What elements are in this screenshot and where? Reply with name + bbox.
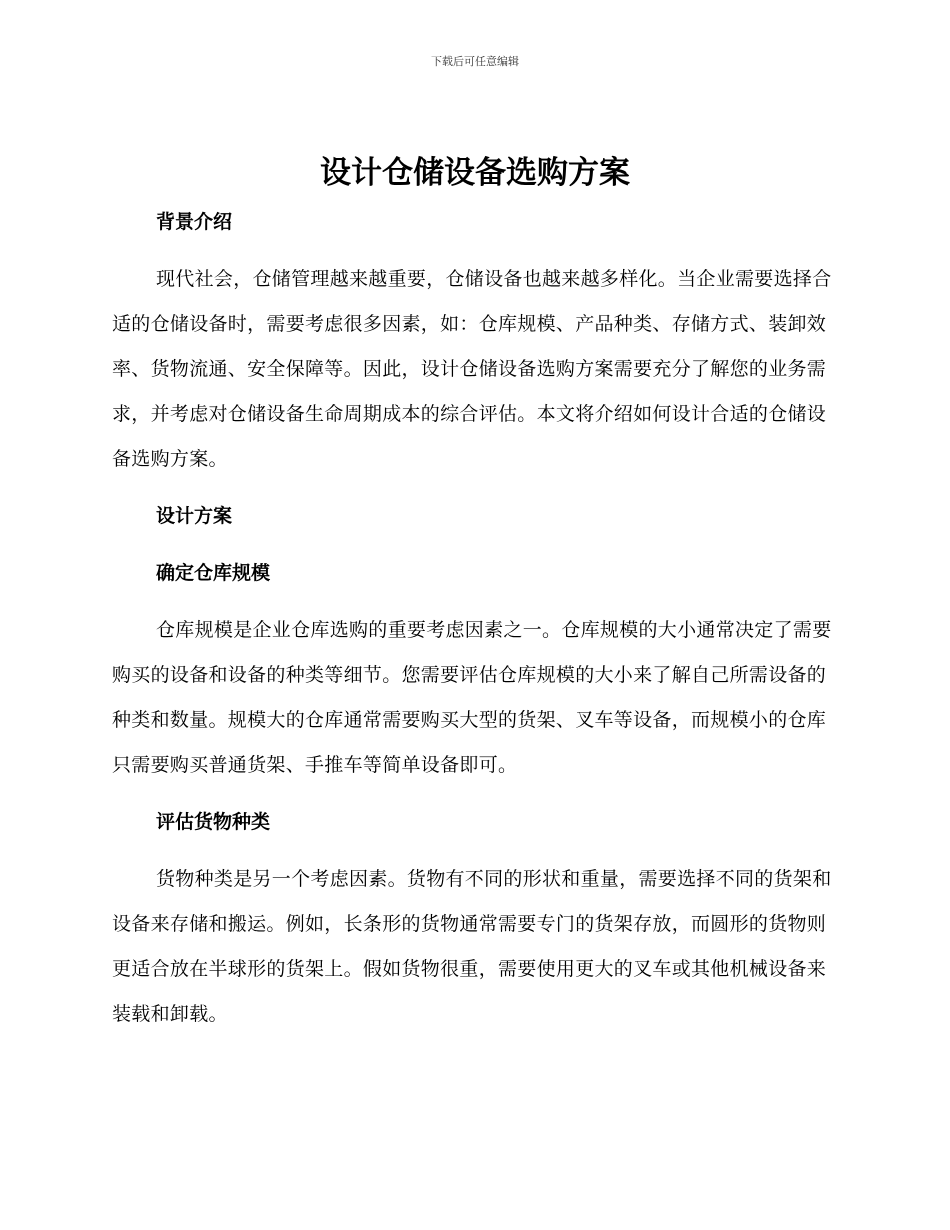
section-paragraph-goods-types: 货物种类是另一个考虑因素。货物有不同的形状和重量，需要选择不同的货架和设备来存储和搬运。例如，长条形的货物通常需要专门的货架存放，而圆形的货物则更适合放在半球形的货架上。假如货物很重，需要使用更大的叉车或其他机械设备来装载和卸载。 — [112, 868, 832, 1025]
section-heading-goods-types: 评估货物种类 — [156, 811, 271, 833]
section-paragraph-background: 现代社会，仓储管理越来越重要，仓储设备也越来越多样化。当企业需要选择合适的仓储设备时，需要考虑很多因素，如：仓库规模、产品种类、存储方式、装卸效率、货物流通、安全保障等。因此，设计仓储设备选购方案需要充分了解您的业务需求，并考虑对仓储设备生命周期成本的综合评估。本文将介绍如何设计合适的仓储设备选购方案。 — [112, 268, 832, 470]
section-heading-warehouse-scale: 确定仓库规模 — [156, 562, 271, 584]
section-heading-background: 背景介绍 — [156, 211, 233, 233]
document-title: 设计仓储设备选购方案 — [320, 155, 630, 191]
document-body — [112, 200, 832, 1037]
section-paragraph-warehouse-scale: 仓库规模是企业仓库选购的重要考虑因素之一。仓库规模的大小通常决定了需要购买的设备和设备的种类等细节。您需要评估仓库规模的大小来了解自己所需设备的种类和数量。规模大的仓库通常需要购买大型的货架、叉车等设备，而规模小的仓库只需要购买普通货架、手推车等简单设备即可。 — [112, 619, 832, 776]
section-heading-design-plan: 设计方案 — [156, 505, 233, 527]
page-header-note: 下载后可任意编辑 — [431, 55, 519, 68]
